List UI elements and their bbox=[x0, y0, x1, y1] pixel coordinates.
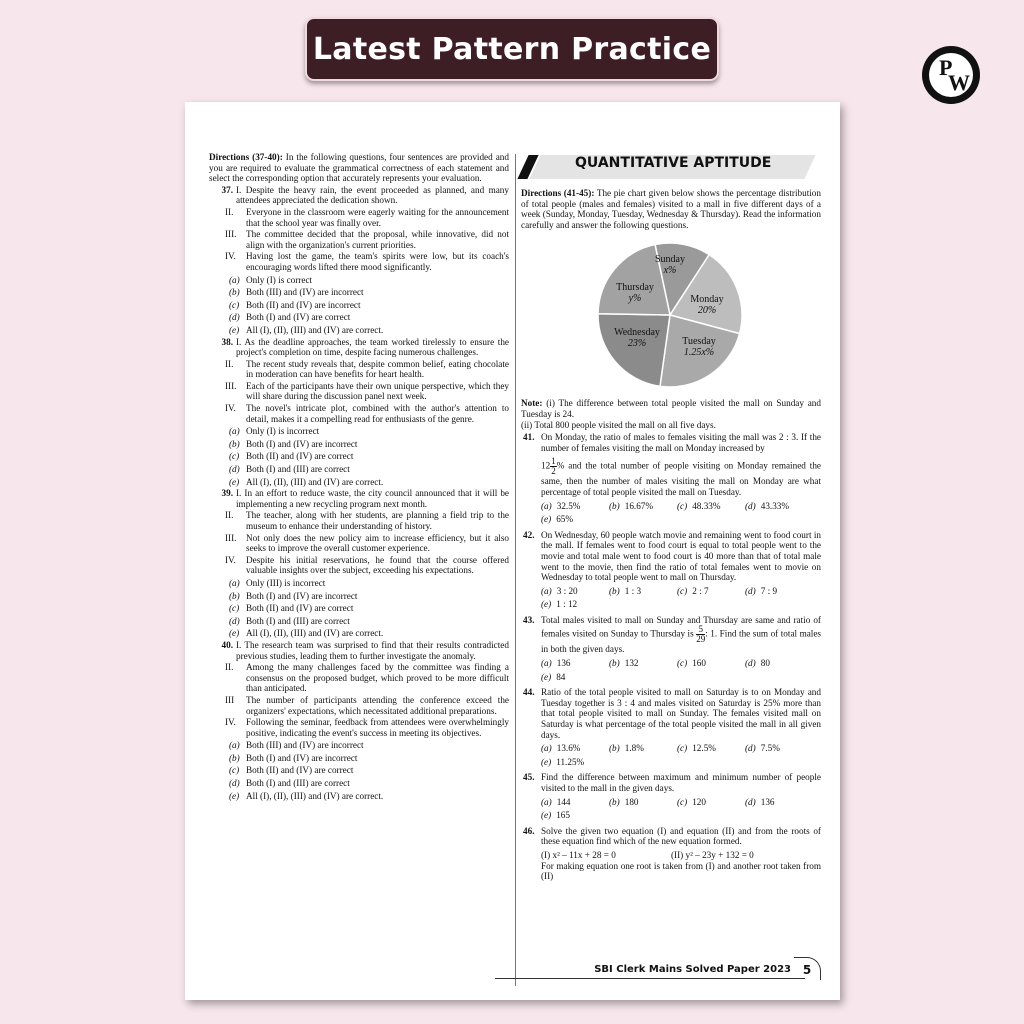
option-text: 16.67% bbox=[624, 500, 654, 511]
option-e-row bbox=[541, 599, 821, 610]
statement-text: Not only does the new policy aim to increase efficiency, but it also seeks to improve the overall customer experience. bbox=[246, 532, 509, 554]
statement bbox=[209, 717, 509, 738]
option-text: 144 bbox=[556, 796, 571, 807]
option-text: Both (I) and (III) are correct bbox=[246, 464, 350, 475]
option-text: Only (I) is incorrect bbox=[246, 426, 320, 437]
statement-text: As the deadline approaches, the team worked tirelessly to ensure the project's completion on time, despite facing numerous challenges. bbox=[236, 336, 510, 358]
option-e-row bbox=[541, 672, 821, 683]
option[interactable] bbox=[745, 743, 813, 754]
option-letter: (e) bbox=[229, 324, 240, 335]
option-text: Both (I) and (IV) are incorrect bbox=[246, 752, 358, 763]
equation-2: (II) y² – 23y + 132 = 0 bbox=[671, 849, 754, 860]
option[interactable] bbox=[541, 743, 609, 754]
option[interactable] bbox=[677, 658, 745, 669]
question-number: 43. bbox=[523, 614, 535, 625]
option-letter: (d) bbox=[229, 615, 240, 626]
option-letter: (d) bbox=[745, 743, 756, 754]
option[interactable] bbox=[209, 578, 509, 589]
option[interactable] bbox=[609, 743, 677, 754]
option-text: 7.5% bbox=[760, 743, 780, 754]
option-letter: (a) bbox=[229, 740, 240, 751]
option[interactable] bbox=[745, 501, 813, 512]
fraction bbox=[696, 625, 705, 644]
option[interactable] bbox=[209, 287, 509, 298]
option-text: 12.5% bbox=[692, 743, 716, 754]
option-letter: (a) bbox=[229, 274, 240, 285]
grammar-questions bbox=[209, 185, 509, 801]
page-footer bbox=[495, 957, 825, 987]
directions-41-45 bbox=[521, 188, 821, 230]
option-text: 65% bbox=[556, 514, 574, 525]
directions-label: Directions (41-45): bbox=[521, 188, 595, 198]
option-text: 80 bbox=[760, 658, 770, 669]
option-letter: (d) bbox=[745, 796, 756, 807]
option-text: 32.5% bbox=[556, 500, 581, 511]
question-46 bbox=[521, 826, 821, 882]
question-text-tail: % and the total number of people visiting on Monday remained the same, then the number of males visiting the mall on Monday are what percentage of total people visited the mall on Tuesday. bbox=[541, 460, 821, 497]
option-text: 11.25% bbox=[556, 756, 585, 767]
question-number: 41. bbox=[523, 432, 535, 443]
option-text: All (I), (II), (III) and (IV) are correct. bbox=[246, 476, 384, 487]
option[interactable] bbox=[677, 586, 745, 597]
fraction-denominator: 2 bbox=[551, 466, 556, 477]
options-row bbox=[541, 743, 821, 754]
banner-title: Latest Pattern Practice bbox=[312, 31, 712, 67]
option-text: All (I), (II), (III) and (IV) are correct. bbox=[246, 324, 384, 335]
statement-number: II. bbox=[225, 662, 234, 673]
option[interactable] bbox=[609, 658, 677, 669]
option-letter: (c) bbox=[677, 658, 688, 669]
statement-text: Having lost the game, the team's spirits were low, but its coach's encouraging words lifted there mood significantly. bbox=[246, 251, 509, 272]
option[interactable] bbox=[209, 312, 509, 323]
option[interactable] bbox=[209, 616, 509, 627]
option-e[interactable] bbox=[541, 810, 609, 821]
option[interactable] bbox=[209, 439, 509, 450]
statement bbox=[209, 555, 509, 576]
statement-text: Each of the participants have their own unique perspective, which they will share during the discussion panel next week. bbox=[246, 380, 509, 402]
option-letter: (b) bbox=[609, 585, 620, 596]
option-text: Both (II) and (IV) are correct bbox=[246, 451, 354, 462]
option-letter: (c) bbox=[229, 603, 240, 614]
option-e[interactable] bbox=[541, 599, 609, 610]
option[interactable] bbox=[209, 628, 509, 639]
page-number: 5 bbox=[794, 957, 821, 980]
pw-logo bbox=[922, 46, 980, 104]
statement bbox=[209, 533, 509, 554]
statement-text: The novel's intricate plot, combined with the author's attention to detail, makes it a compelling read for enthusiasts of the genre. bbox=[246, 403, 509, 424]
question-text: Ratio of the total people visited to mall on Saturday is to on Monday and Tuesday together is 3 : 4 and males visited on Saturday is 25% more than that total people visited to mall on Sunday. The females visited mall on Saturday is what percentage of the total people visited the mall in all given days. bbox=[541, 687, 821, 740]
statement-number: III. bbox=[225, 532, 237, 543]
statement-number: IV. bbox=[225, 403, 236, 414]
question-number: 44. bbox=[523, 687, 535, 698]
statement-text: In an effort to reduce waste, the city council announced that it will be implementing a new recycling program next month. bbox=[236, 488, 510, 509]
option[interactable] bbox=[209, 464, 509, 475]
option-letter: (b) bbox=[229, 590, 240, 601]
option[interactable] bbox=[541, 658, 609, 669]
statement-text: The teacher, along with her students, are planning a field trip to the museum to enhance their understanding of history. bbox=[246, 510, 509, 531]
question-number: 42. bbox=[523, 529, 535, 540]
option[interactable] bbox=[209, 300, 509, 311]
option-letter: (e) bbox=[541, 671, 552, 682]
note-2: (ii) Total 800 people visited the mall on all five days. bbox=[521, 419, 716, 430]
option-letter: (d) bbox=[229, 312, 240, 323]
option[interactable] bbox=[745, 797, 813, 808]
statement-number: III bbox=[225, 694, 235, 705]
option[interactable] bbox=[609, 797, 677, 808]
option-e[interactable] bbox=[541, 514, 609, 525]
option-text: Both (I) and (IV) are incorrect bbox=[246, 590, 358, 601]
option[interactable] bbox=[677, 743, 745, 754]
option-text: Only (I) is correct bbox=[246, 274, 313, 285]
option-text: Both (II) and (IV) are correct bbox=[246, 603, 354, 614]
option-e-row bbox=[541, 810, 821, 821]
question-37 bbox=[209, 185, 509, 336]
option-text: 1 : 3 bbox=[624, 585, 642, 596]
statement bbox=[209, 662, 509, 694]
statement-number: III. bbox=[225, 229, 237, 240]
option-letter: (c) bbox=[677, 585, 688, 596]
pie-label-day: Monday bbox=[690, 294, 724, 306]
footer-title: SBI Clerk Mains Solved Paper 2023 bbox=[594, 964, 791, 975]
option-text: Both (II) and (IV) are correct bbox=[246, 765, 354, 776]
option-text: Only (III) is incorrect bbox=[246, 577, 326, 588]
question-number: 39. bbox=[221, 488, 233, 499]
pie-label-percent: x% bbox=[663, 265, 677, 277]
exam-page bbox=[185, 102, 840, 1000]
option-text: Both (III) and (IV) are incorrect bbox=[246, 740, 364, 751]
question-text: Find the difference between maximum and minimum number of people visited to the mall in the given days. bbox=[541, 772, 821, 793]
option[interactable] bbox=[209, 325, 509, 336]
option-text: Both (I) and (III) are correct bbox=[246, 615, 350, 626]
statement bbox=[209, 488, 509, 509]
option-letter: (e) bbox=[229, 476, 240, 487]
fraction-denominator: 29 bbox=[696, 634, 706, 645]
statement-text: The number of participants attending the conference exceed the organizers' expectations, which necessitated additional preparations. bbox=[246, 694, 509, 716]
option[interactable] bbox=[541, 586, 609, 597]
option-letter: (e) bbox=[229, 628, 240, 639]
section-header bbox=[521, 152, 821, 182]
statement-text: Everyone in the classroom were eagerly waiting for the announcement that the school year was finally over. bbox=[246, 206, 509, 228]
pie-label-day: Tuesday bbox=[682, 336, 716, 348]
statement bbox=[209, 207, 509, 228]
option[interactable] bbox=[541, 797, 609, 808]
option-letter: (c) bbox=[677, 796, 688, 807]
statement-number: I. bbox=[236, 184, 242, 195]
option[interactable] bbox=[209, 753, 509, 764]
statement bbox=[209, 229, 509, 250]
option-letter: (c) bbox=[677, 500, 688, 511]
option-e-row bbox=[541, 757, 821, 768]
option-text: 1.8% bbox=[624, 743, 644, 754]
question-text: On Monday, the ratio of males to females visiting the mall was 2 : 3. If the number of females visiting the mall on Monday increased by bbox=[541, 432, 821, 453]
note bbox=[521, 398, 821, 419]
option-text: Both (I) and (III) are correct bbox=[246, 778, 350, 789]
question-number: 40. bbox=[221, 639, 233, 650]
option-letter: (a) bbox=[229, 426, 240, 437]
option[interactable] bbox=[209, 451, 509, 462]
option[interactable] bbox=[209, 591, 509, 602]
question-43 bbox=[521, 615, 821, 682]
option-text: 180 bbox=[624, 796, 639, 807]
question-text bbox=[541, 615, 821, 655]
option-letter: (e) bbox=[229, 790, 240, 801]
statement bbox=[209, 510, 509, 531]
directions-text: In the following questions, four sentences are provided and you are required to evaluate the grammatical correctness of each statement and select the corresponding option that accurately represents your evaluation. bbox=[209, 152, 509, 184]
statement-number: II. bbox=[225, 206, 234, 217]
option-letter: (e) bbox=[541, 599, 552, 610]
question-text-head: Total males visited to mall on Sunday and Thursday are same and ratio of females visited on Sunday to Thursday is bbox=[541, 614, 821, 640]
question-42 bbox=[521, 530, 821, 610]
statement-number: IV. bbox=[225, 251, 236, 262]
question-text-continued: For making equation one root is taken from (I) and another root taken from (II) bbox=[541, 860, 821, 882]
option[interactable] bbox=[209, 778, 509, 789]
option-letter: (a) bbox=[541, 500, 552, 511]
statement bbox=[209, 403, 509, 424]
option[interactable] bbox=[745, 658, 813, 669]
option-text: Both (II) and (IV) are incorrect bbox=[246, 299, 361, 310]
statement-number: I. bbox=[236, 336, 242, 347]
equation-1: (I) x² – 11x + 28 = 0 bbox=[541, 849, 616, 860]
option-letter: (c) bbox=[229, 451, 240, 462]
pie-label-percent: 23% bbox=[627, 338, 647, 350]
pie-slice-wednesday bbox=[598, 314, 670, 387]
question-number: 45. bbox=[523, 772, 535, 783]
option-text: Both (I) and (IV) are correct bbox=[246, 312, 351, 323]
logo-letter-w: W bbox=[948, 70, 970, 95]
option-text: 136 bbox=[556, 658, 571, 669]
question-text: Solve the given two equation (I) and equation (II) and from the roots of these equation find which of the new equation formed. bbox=[541, 825, 821, 847]
right-column bbox=[521, 152, 821, 882]
option[interactable] bbox=[677, 501, 745, 512]
option-text: 165 bbox=[556, 810, 570, 821]
option-text: 136 bbox=[760, 796, 775, 807]
statement bbox=[209, 251, 509, 272]
statement bbox=[209, 337, 509, 358]
statement-number: IV. bbox=[225, 717, 236, 728]
option-text: Both (I) and (IV) are incorrect bbox=[246, 438, 358, 449]
question-45 bbox=[521, 772, 821, 820]
option-e-row bbox=[541, 514, 821, 525]
option-letter: (d) bbox=[745, 658, 756, 669]
option-letter: (b) bbox=[229, 752, 240, 763]
pie-label-day: Sunday bbox=[655, 254, 685, 266]
statement-number: I. bbox=[236, 639, 242, 650]
statement-number: II. bbox=[225, 358, 234, 369]
question-number: 38. bbox=[221, 336, 233, 347]
option-letter: (b) bbox=[229, 438, 240, 449]
directions-text: The pie chart given below shows the percentage distribution of total people (males and females) visited to a mall in five different days of a week (Sunday, Monday, Tuesday, Wednesday & Thursday). Read the information carefully and answer the following questions. bbox=[521, 188, 821, 230]
question-text: On Wednesday, 60 people watch movie and remaining went to food court in the mall. If females went to food court is equal to total people went to the movie and total male went to food court is 40 more than that of total male went to the movie, then find the ratio of total females went to movie on Wednesday to total people went to mall on Thursday. bbox=[541, 529, 821, 583]
option-text: 13.6% bbox=[556, 743, 581, 754]
option-letter: (c) bbox=[677, 743, 688, 754]
option-e[interactable] bbox=[541, 757, 609, 768]
option-letter: (a) bbox=[541, 796, 552, 807]
question-text-continued bbox=[541, 457, 821, 497]
option-letter: (b) bbox=[609, 743, 620, 754]
directions-label: Directions (37-40): bbox=[209, 152, 283, 162]
option-text: 132 bbox=[624, 658, 639, 669]
option[interactable] bbox=[209, 791, 509, 802]
footer-rule bbox=[495, 978, 805, 979]
statement-text: Despite his initial reservations, he found that the course offered valuable insights over the subject, exceeding his expectations. bbox=[246, 554, 509, 576]
column-divider bbox=[515, 154, 516, 986]
option-letter: (b) bbox=[609, 500, 620, 511]
option[interactable] bbox=[609, 501, 677, 512]
pie-label-day: Thursday bbox=[616, 282, 654, 294]
statement bbox=[209, 359, 509, 380]
option-letter: (c) bbox=[229, 299, 240, 310]
option[interactable] bbox=[209, 603, 509, 614]
option[interactable] bbox=[209, 426, 509, 437]
option-text: 48.33% bbox=[692, 500, 721, 511]
option-e[interactable] bbox=[541, 672, 609, 683]
option[interactable] bbox=[209, 477, 509, 488]
statement-text: Despite the heavy rain, the event proceeded as planned, and many attendees appreciated the dedication shown. bbox=[236, 184, 509, 206]
question-number: 46. bbox=[523, 825, 535, 836]
statement-number: II. bbox=[225, 510, 234, 521]
left-column bbox=[209, 152, 509, 801]
option-letter: (e) bbox=[541, 810, 552, 821]
statement bbox=[209, 695, 509, 716]
pie-label-percent: y% bbox=[628, 293, 642, 305]
note-1: (i) The difference between total people visited the mall on Sunday and Tuesday is 24. bbox=[521, 398, 821, 419]
option-letter: (e) bbox=[541, 514, 552, 525]
option-text: 2 : 7 bbox=[692, 585, 709, 596]
options-row bbox=[541, 501, 821, 512]
statement-number: IV. bbox=[225, 554, 236, 565]
statement-text: The research team was surprised to find that their results contradicted previous studies, leading them to further investigate the anomaly. bbox=[236, 639, 509, 661]
pie-chart bbox=[595, 240, 745, 390]
option-letter: (e) bbox=[541, 756, 552, 767]
option-letter: (b) bbox=[609, 658, 620, 669]
option-text: 7 : 9 bbox=[760, 585, 778, 596]
statement bbox=[209, 185, 509, 206]
question-number: 37. bbox=[221, 184, 233, 195]
option-text: 84 bbox=[556, 671, 566, 682]
note-label: Note: bbox=[521, 398, 543, 409]
option-text: Both (III) and (IV) are incorrect bbox=[246, 287, 364, 298]
option-text: 1 : 12 bbox=[556, 599, 578, 610]
option-letter: (d) bbox=[229, 778, 240, 789]
option[interactable] bbox=[209, 740, 509, 751]
question-text-tail: : 1. Find the sum of total males in both the given days. bbox=[541, 629, 822, 655]
option-letter: (a) bbox=[541, 658, 552, 669]
question-39 bbox=[209, 488, 509, 639]
pw-logo-inner bbox=[929, 53, 973, 97]
equations bbox=[541, 850, 821, 861]
option-letter: (d) bbox=[229, 464, 240, 475]
question-44 bbox=[521, 687, 821, 767]
option-letter: (c) bbox=[229, 765, 240, 776]
option-letter: (a) bbox=[541, 743, 552, 754]
statement-text: The recent study reveals that, despite common belief, eating chocolate in moderation can have benefits for heart health. bbox=[246, 358, 509, 380]
statement bbox=[209, 640, 509, 661]
statement-text: Among the many challenges faced by the committee was finding a consensus on the proposed budget, which proved to be more difficult than anticipated. bbox=[246, 662, 509, 694]
directions-37-40 bbox=[209, 152, 509, 184]
pie-label-percent: 20% bbox=[697, 305, 717, 317]
option[interactable] bbox=[609, 586, 677, 597]
option-letter: (b) bbox=[609, 796, 620, 807]
pie-label-day: Wednesday bbox=[614, 327, 660, 339]
statement-number: III. bbox=[225, 380, 237, 391]
option-text: 120 bbox=[692, 796, 706, 807]
fraction-numerator: 5 bbox=[696, 625, 705, 635]
option-letter: (a) bbox=[541, 585, 552, 596]
option-letter: (b) bbox=[229, 287, 240, 298]
question-38 bbox=[209, 337, 509, 488]
option-letter: (d) bbox=[745, 585, 756, 596]
option[interactable] bbox=[677, 797, 745, 808]
section-title: QUANTITATIVE APTITUDE bbox=[575, 155, 772, 171]
mixed-whole: 12 bbox=[541, 460, 551, 471]
option-text: All (I), (II), (III) and (IV) are correct. bbox=[246, 628, 384, 639]
option-text: 3 : 20 bbox=[556, 585, 578, 596]
fraction-numerator: 1 bbox=[551, 456, 556, 467]
options-row bbox=[541, 658, 821, 669]
option-text: All (I), (II), (III) and (IV) are correct. bbox=[246, 790, 384, 801]
statement-text: The committee decided that the proposal, while innovative, did not align with the organization's current priorities. bbox=[246, 229, 509, 250]
question-41 bbox=[521, 432, 821, 525]
option-letter: (a) bbox=[229, 577, 240, 588]
option-text: 43.33% bbox=[760, 500, 790, 511]
statement-text: Following the seminar, feedback from attendees were overwhelmingly positive, indicating the event's success in meeting its objectives. bbox=[246, 717, 509, 738]
pie-label-percent: 1.25x% bbox=[683, 347, 715, 359]
statement bbox=[209, 381, 509, 402]
option-text: 160 bbox=[692, 658, 706, 669]
options-row bbox=[541, 797, 821, 808]
option[interactable] bbox=[745, 586, 813, 597]
option[interactable] bbox=[541, 501, 609, 512]
option[interactable] bbox=[209, 765, 509, 776]
statement-number: I. bbox=[236, 488, 242, 499]
option-letter: (d) bbox=[745, 500, 756, 511]
question-40 bbox=[209, 640, 509, 801]
logo-letter-p: P bbox=[939, 55, 953, 80]
option[interactable] bbox=[209, 275, 509, 286]
options-row bbox=[541, 586, 821, 597]
title-banner bbox=[305, 17, 719, 81]
